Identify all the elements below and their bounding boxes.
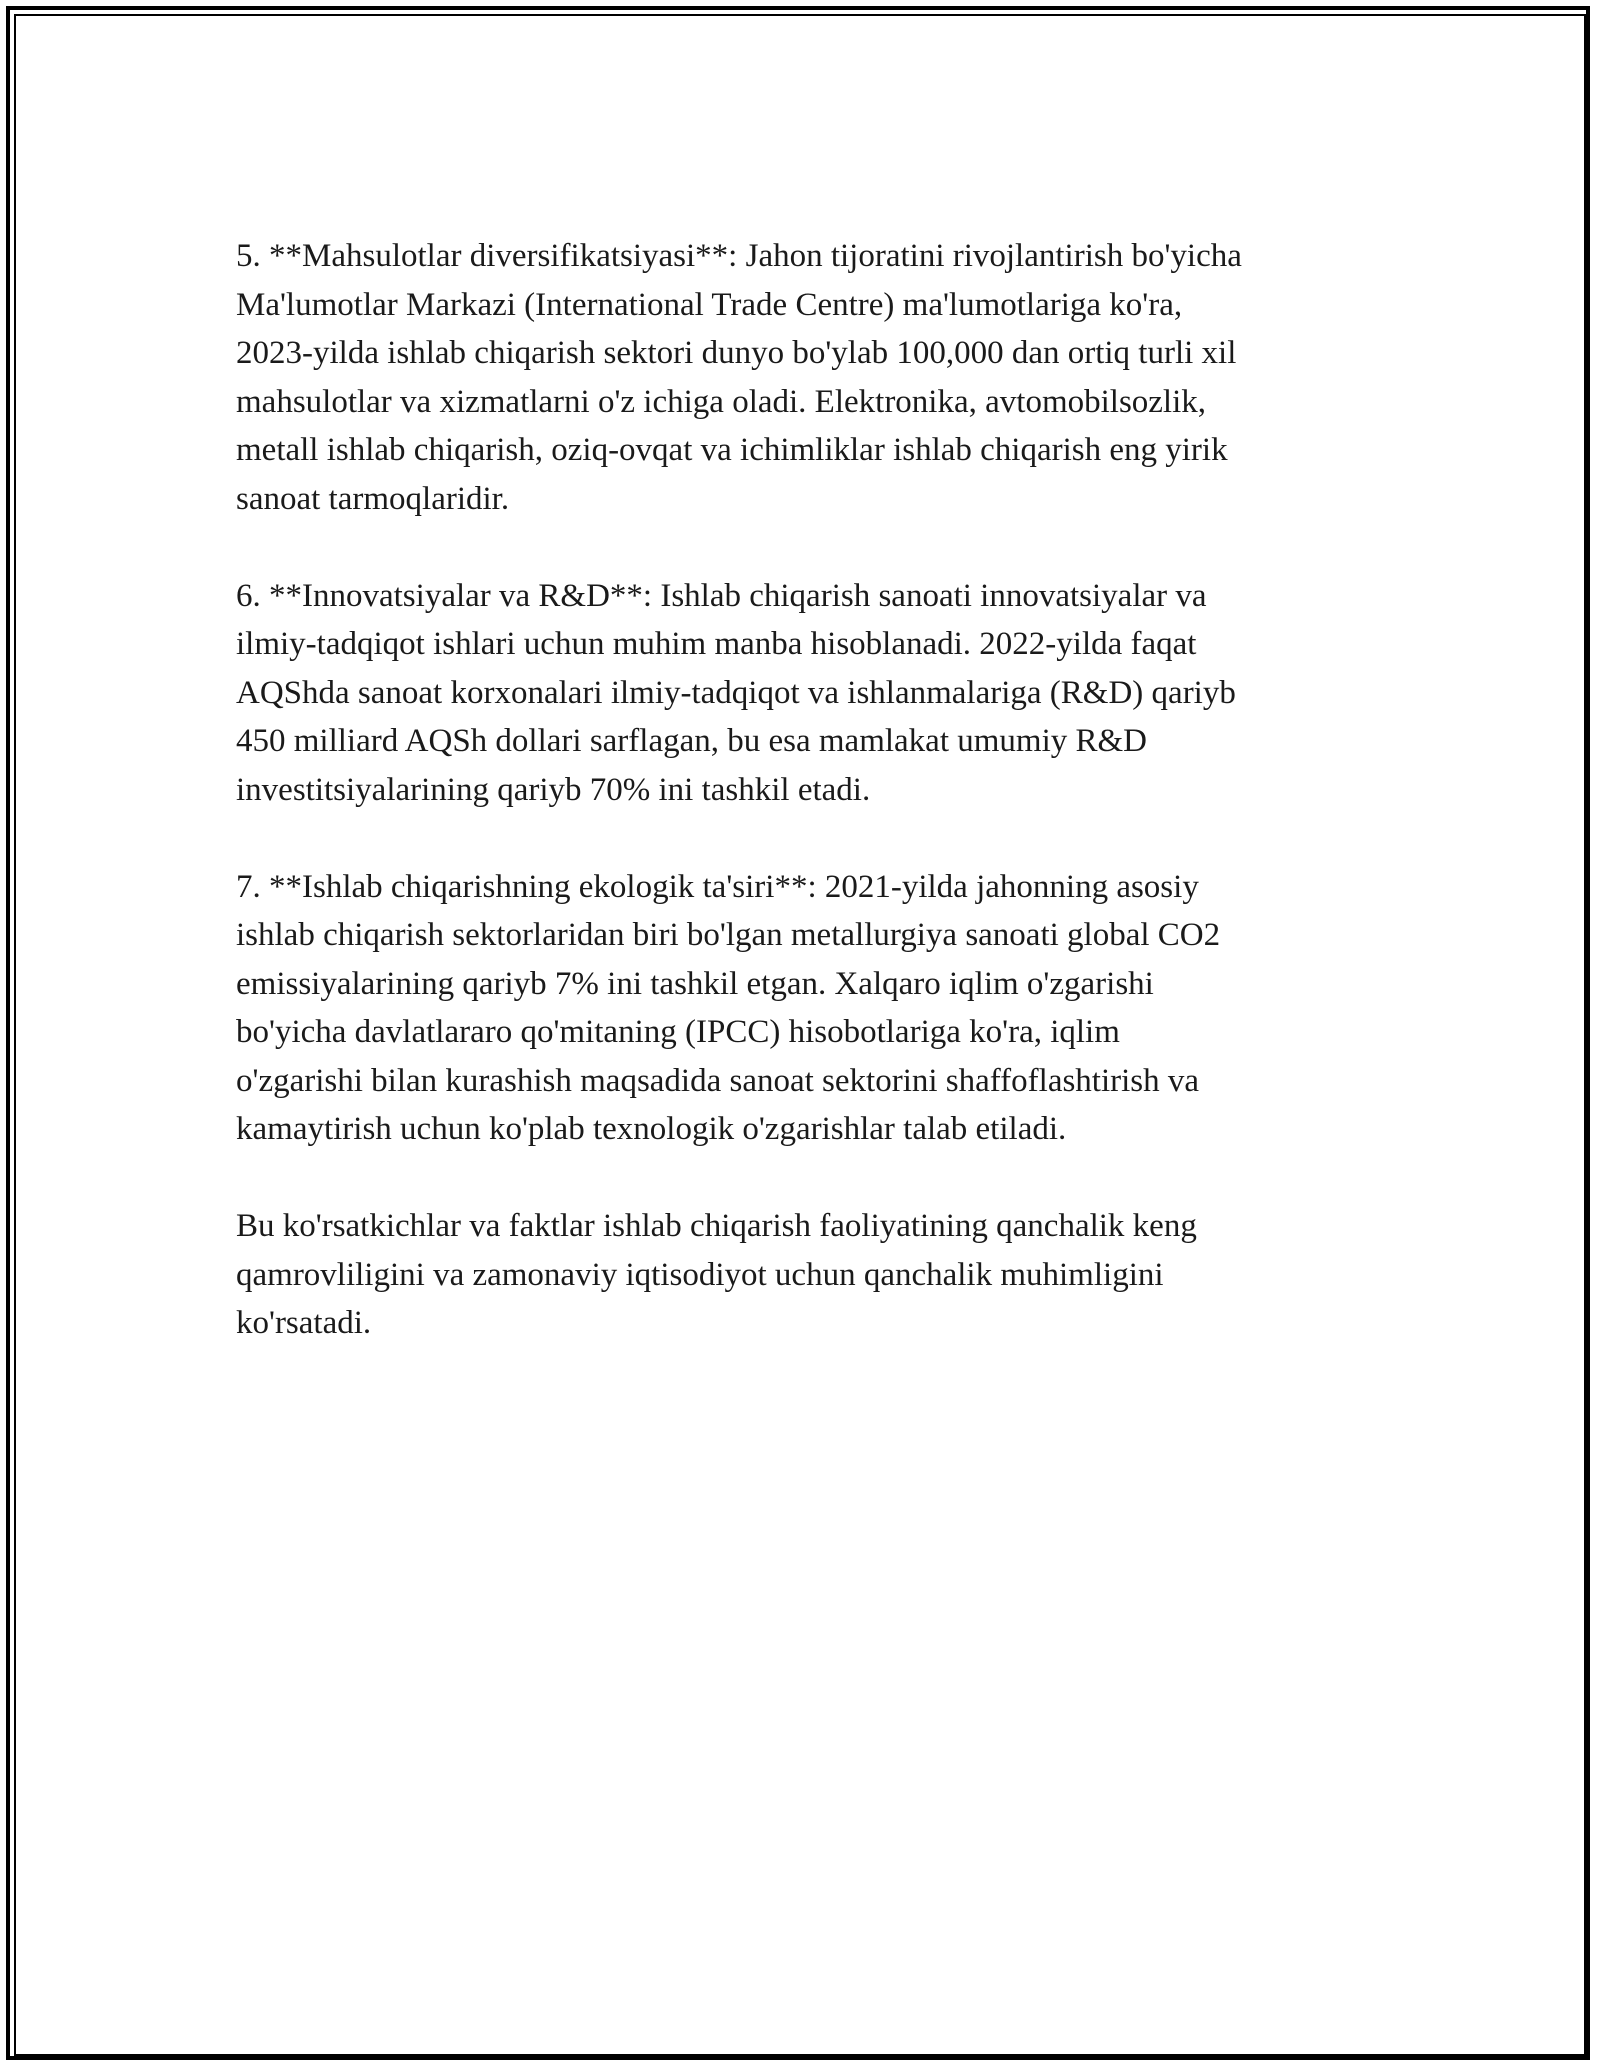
text-line: sanoat tarmoqlaridir. [236, 480, 510, 517]
text-line: qamrovliligini va zamonaviy iqtisodiyot uchun qanchalik muhimligini [236, 1256, 1164, 1293]
text-line: ilmiy-tadqiqot ishlari uchun muhim manba hisoblanadi. 2022-yilda faqat [236, 626, 1197, 662]
text-line: 2023-yilda ishlab chiqarish sektori dunyo bo'ylab 100,000 dan ortiq turli xil [236, 335, 1237, 371]
text-line: 450 milliard AQSh dollari sarflagan, bu esa mamlakat umumiy R&D [236, 723, 1148, 759]
document-body [236, 232, 1366, 1396]
text-line: kamaytirish uchun ko'plab texnologik o'zgarishlar talab etiladi. [236, 1111, 1067, 1147]
text-line: bo'yicha davlatlararo qo'mitaning (IPCC) hisobotlariga ko'ra, iqlim [236, 1014, 1120, 1050]
text-line: mahsulotlar va xizmatlarni o'z ichiga oladi. Elektronika, avtomobilsozlik, [236, 383, 1207, 420]
text-line: ko'rsatadi. [236, 1305, 372, 1341]
text-line: 7. **Ishlab chiqarishning ekologik ta'siri**: 2021-yilda jahonning asosiy [236, 868, 1199, 905]
text-line: AQShda sanoat korxonalari ilmiy-tadqiqot va ishlanmalariga (R&D) qariyb [236, 674, 1236, 711]
paragraph-product-diversification [236, 232, 1366, 523]
text-line: metall ishlab chiqarish, oziq-ovqat va ichimliklar ishlab chiqarish eng yirik [236, 432, 1228, 468]
text-line: emissiyalarining qariyb 7% ini tashkil etgan. Xalqaro iqlim o'zgarishi [236, 965, 1154, 1002]
text-line: 5. **Mahsulotlar diversifikatsiyasi**: Jahon tijoratini rivojlantirish bo'yicha [236, 238, 1242, 274]
text-line: ishlab chiqarish sektorlaridan biri bo'lgan metallurgiya sanoati global CO2 [236, 917, 1221, 953]
text-line: Ma'lumotlar Markazi (International Trade Centre) ma'lumotlariga ko'ra, [236, 286, 1183, 323]
text-line: investitsiyalarining qariyb 70% ini tashkil etadi. [236, 771, 871, 808]
text-line: 6. **Innovatsiyalar va R&D**: Ishlab chiqarish sanoati innovatsiyalar va [236, 577, 1207, 614]
paragraph-innovation-rd [236, 572, 1366, 815]
paragraph-conclusion [236, 1202, 1366, 1348]
text-line: o'zgarishi bilan kurashish maqsadida sanoat sektorini shaffoflashtirish va [236, 1062, 1200, 1099]
paragraph-environmental-impact [236, 863, 1366, 1154]
text-line: Bu ko'rsatkichlar va faktlar ishlab chiqarish faoliyatining qanchalik keng [236, 1208, 1197, 1244]
